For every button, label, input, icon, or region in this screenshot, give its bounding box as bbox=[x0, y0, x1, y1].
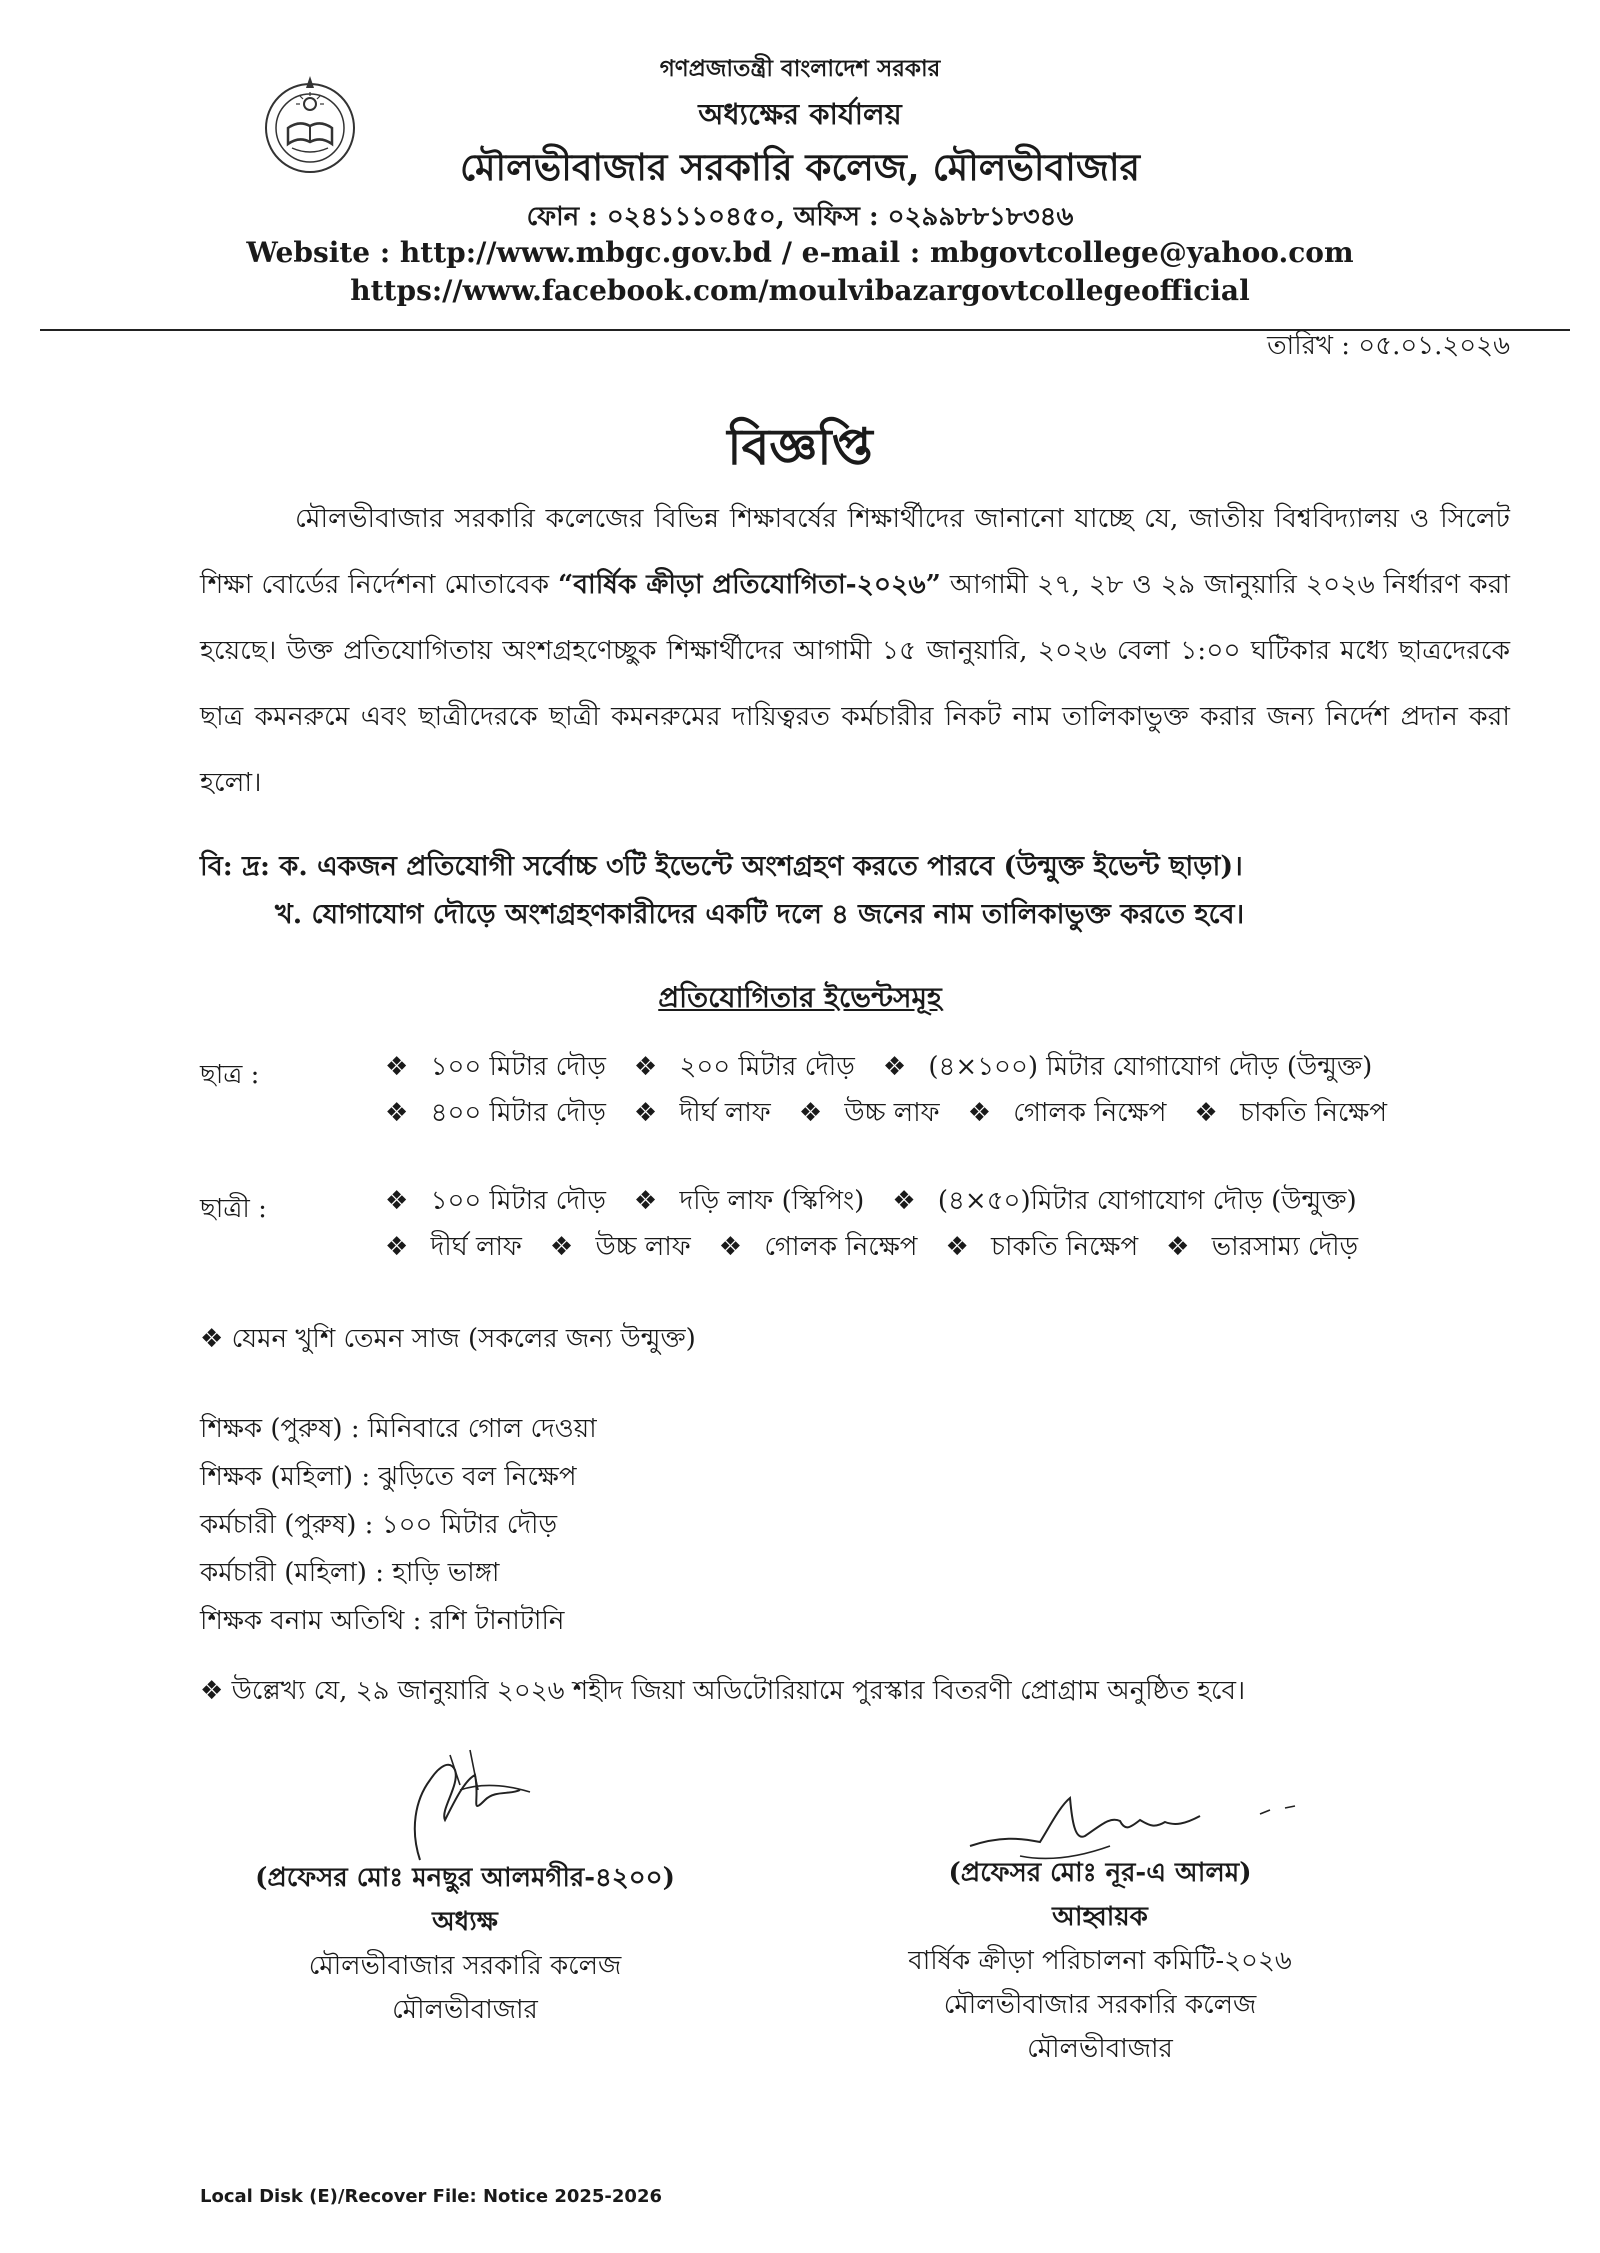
event-item-text: দড়ি লাফ (স্কিপিং) bbox=[679, 1186, 865, 1216]
event-item-text: ১০০ মিটার দৌড় bbox=[430, 1186, 606, 1216]
event-item bbox=[968, 1098, 1181, 1128]
convener-name: (প্রফেসর মোঃ নূর-এ আলম) bbox=[948, 1858, 1252, 1888]
bullet-icon: ❖ bbox=[633, 1098, 666, 1128]
notice-title: বিজ্ঞপ্তি bbox=[727, 417, 873, 476]
principal-signature-block bbox=[205, 1856, 725, 2032]
event-item-text: (৪×৫০)মিটার যোগাযোগ দৌড় (উন্মুক্ত) bbox=[937, 1186, 1357, 1216]
event-item-text: ৪০০ মিটার দৌড় bbox=[430, 1098, 606, 1128]
bullet-icon: ❖ bbox=[200, 1676, 224, 1706]
principal-name: (প্রফেসর মোঃ মনছুর আলমগীর-৪২০০) bbox=[255, 1863, 675, 1893]
event-item bbox=[634, 1098, 785, 1128]
open-event bbox=[200, 1318, 1200, 1362]
convener-signature-block bbox=[820, 1851, 1380, 2071]
college-name: মৌলভীবাজার সরকারি কলেজ, মৌলভীবাজার bbox=[459, 145, 1141, 189]
convener-place: মৌলভীবাজার bbox=[1027, 2034, 1173, 2064]
event-item-text: চাকতি নিক্ষেপ bbox=[991, 1232, 1139, 1262]
event-item-text: (৪×১০০) মিটার যোগাযোগ দৌড় (উন্মুক্ত) bbox=[928, 1052, 1373, 1082]
bullet-icon: ❖ bbox=[385, 1098, 417, 1128]
convener-org: মৌলভীবাজার সরকারি কলেজ bbox=[943, 1990, 1257, 2020]
bullet-icon: ❖ bbox=[200, 1324, 224, 1354]
event-item bbox=[550, 1232, 705, 1262]
phone-line: ফোন : ০২৪১১১০৪৫০, অফিস : ০২৯৯৮৮১৮৩৪৬ bbox=[526, 202, 1074, 232]
principal-place: মৌলভীবাজার bbox=[392, 1995, 538, 2025]
prize-note bbox=[200, 1670, 1510, 1714]
event-item bbox=[385, 1052, 620, 1082]
event-item bbox=[892, 1186, 1370, 1216]
note-b: খ. যোগাযোগ দৌড়ে অংশগ্রহণকারীদের একটি দলে ৪ জনের নাম তালিকাভুক্ত করতে হবে। bbox=[275, 899, 1245, 930]
notice-text-2: আগামী ২৭, ২৮ ও ২৯ জানুয়ারি ২০২৬ নির্ধারণ করা হয়েছে। উক্ত প্রতিযোগিতায় অংশগ্রহণেচ্ছুক শিক্ষার্থীদের আগামী ১৫ জানুয়ারি, ২০২৬ বেলা ১:০০ ঘটিকার মধ্যে ছাত্রদেরকে ছাত্র কমনরুমে এবং ছাত্রীদেরকে ছাত্রী কমনরুমের দায়িত্বরত কর্মচারীর নিকট নাম তালিকাভুক্ত করার জন্য নির্দেশ প্রদান করা হলো। bbox=[200, 569, 1510, 798]
bullet-icon: ❖ bbox=[385, 1052, 417, 1082]
event-item bbox=[634, 1186, 878, 1216]
boys-events-line-1 bbox=[385, 1046, 1510, 1090]
event-item-text: উচ্চ লাফ bbox=[595, 1232, 691, 1262]
event-item-text: চাকতি নিক্ষেপ bbox=[1239, 1098, 1388, 1128]
bullet-icon: ❖ bbox=[718, 1232, 751, 1262]
special-event-3: কর্মচারী (পুরুষ) : ১০০ মিটার দৌড় bbox=[200, 1510, 558, 1540]
event-name: “বার্ষিক ক্রীড়া প্রতিযোগিতা-২০২৬” bbox=[558, 569, 941, 600]
office-name: অধ্যক্ষের কার্যালয় bbox=[698, 97, 902, 131]
event-item bbox=[1166, 1232, 1372, 1262]
event-item bbox=[1194, 1098, 1401, 1128]
bullet-icon: ❖ bbox=[385, 1186, 417, 1216]
event-item-text: দীর্ঘ লাফ bbox=[430, 1232, 522, 1262]
special-event-4: কর্মচারী (মহিলা) : হাড়ি ভাঙ্গা bbox=[200, 1558, 500, 1588]
event-item-text: দীর্ঘ লাফ bbox=[679, 1098, 771, 1128]
open-event-text: যেমন খুশি তেমন সাজ (সকলের জন্য উন্মুক্ত) bbox=[231, 1324, 696, 1354]
event-item bbox=[385, 1098, 620, 1128]
event-item-text: ২০০ মিটার দৌড় bbox=[679, 1052, 855, 1082]
bullet-icon: ❖ bbox=[549, 1232, 582, 1262]
website-email-line: Website : http://www.mbgc.gov.bd / e-mail : mbgovtcollege@yahoo.com bbox=[246, 236, 1354, 269]
bullet-icon: ❖ bbox=[633, 1186, 666, 1216]
bullet-icon: ❖ bbox=[1194, 1098, 1226, 1128]
event-item bbox=[719, 1232, 932, 1262]
boys-label: ছাত্র : bbox=[200, 1060, 260, 1090]
boys-events-line-2 bbox=[385, 1092, 1510, 1136]
event-item-text: ভারসাম্য দৌড় bbox=[1211, 1232, 1359, 1262]
prize-note-text: উল্লেখ্য যে, ২৯ জানুয়ারি ২০২৬ শহীদ জিয়া অডিটোরিয়ামে পুরস্কার বিতরণী প্রোগ্রাম অনুষ্ঠিত হবে। bbox=[231, 1676, 1246, 1706]
event-item bbox=[385, 1186, 620, 1216]
file-path-footer: Local Disk (E)/Recover File: Notice 2025-2026 bbox=[200, 2186, 662, 2207]
bullet-icon: ❖ bbox=[1166, 1232, 1198, 1262]
bullet-icon: ❖ bbox=[967, 1098, 1000, 1128]
notice-paragraph bbox=[200, 486, 1510, 816]
notice-date: তারিখ : ০৫.০১.২০২৬ bbox=[1267, 331, 1510, 361]
principal-org: মৌলভীবাজার সরকারি কলেজ bbox=[308, 1951, 622, 1981]
government-name: গণপ্রজাতন্ত্রী বাংলাদেশ সরকার bbox=[659, 55, 941, 82]
notice-text-1: মৌলভীবাজার সরকারি কলেজের বিভিন্ন শিক্ষাবর্ষের শিক্ষার্থীদের জানানো যাচ্ছে যে, জাতীয় বিশ্ববিদ্যালয় ও সিলেট শিক্ষা বোর্ডের নির্দেশনা মোতাবেক bbox=[200, 503, 1510, 600]
special-event-2: শিক্ষক (মহিলা) : ঝুড়িতে বল নিক্ষেপ bbox=[200, 1462, 577, 1492]
bullet-icon: ❖ bbox=[633, 1052, 666, 1082]
convener-committee: বার্ষিক ক্রীড়া পরিচালনা কমিটি-২০২৬ bbox=[908, 1946, 1292, 1976]
note-a: বি: দ্র: ক. একজন প্রতিযোগী সর্বোচ্চ ৩টি ইভেন্টে অংশগ্রহণ করতে পারবে (উন্মুক্ত ইভেন্ট ছাড়া)। bbox=[200, 851, 1243, 882]
bullet-icon: ❖ bbox=[882, 1052, 915, 1082]
special-event-1: শিক্ষক (পুরুষ) : মিনিবারে গোল দেওয়া bbox=[200, 1414, 597, 1444]
notice-body bbox=[200, 486, 1510, 816]
special-event-5: শিক্ষক বনাম অতিথি : রশি টানাটানি bbox=[200, 1606, 565, 1636]
girls-label: ছাত্রী : bbox=[200, 1194, 267, 1224]
bullet-icon: ❖ bbox=[892, 1186, 924, 1216]
bullet-icon: ❖ bbox=[798, 1098, 831, 1128]
principal-signature-icon bbox=[400, 1740, 540, 1870]
convener-role: আহ্বায়ক bbox=[1052, 1902, 1148, 1932]
bullet-icon: ❖ bbox=[385, 1232, 417, 1262]
event-item bbox=[799, 1098, 954, 1128]
event-item-text: গোলক নিক্ষেপ bbox=[764, 1232, 918, 1262]
event-item-text: উচ্চ লাফ bbox=[844, 1098, 940, 1128]
bullet-icon: ❖ bbox=[945, 1232, 978, 1262]
event-item bbox=[385, 1232, 536, 1262]
facebook-link: https://www.facebook.com/moulvibazargovtcollegeofficial bbox=[350, 274, 1250, 307]
event-item bbox=[634, 1052, 869, 1082]
event-item-text: ১০০ মিটার দৌড় bbox=[430, 1052, 606, 1082]
girls-events-line-2 bbox=[385, 1226, 1510, 1270]
event-item bbox=[883, 1052, 1386, 1082]
principal-role: অধ্যক্ষ bbox=[432, 1907, 498, 1937]
event-item bbox=[945, 1232, 1152, 1262]
events-heading: প্রতিযোগিতার ইভেন্টসমূহ bbox=[658, 981, 942, 1014]
girls-events-line-1 bbox=[385, 1180, 1510, 1224]
event-item-text: গোলক নিক্ষেপ bbox=[1013, 1098, 1167, 1128]
